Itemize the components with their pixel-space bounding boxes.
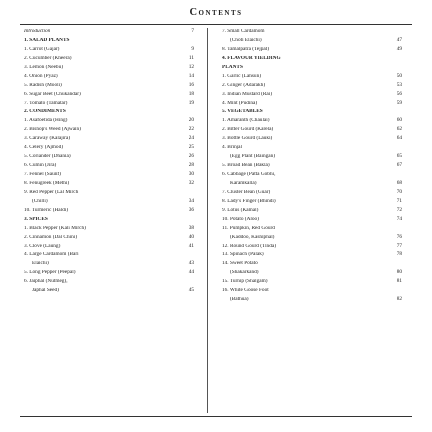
entry-page-number: 20 bbox=[188, 117, 194, 124]
section-heading bbox=[24, 217, 194, 222]
entry-page-number: 77 bbox=[396, 242, 402, 249]
entry-label: (Bathua) bbox=[230, 297, 249, 303]
toc-entry bbox=[222, 38, 402, 43]
toc-entry bbox=[222, 190, 402, 195]
toc-entry bbox=[222, 252, 402, 257]
entry-label: 7. Tomato (Tamatar) bbox=[24, 100, 68, 106]
entry-label: 4. Onion (Pyaz) bbox=[24, 73, 58, 79]
toc-entry bbox=[24, 181, 194, 186]
entry-label: 2. Bitter Gourd (Karela) bbox=[222, 127, 274, 133]
toc-entry bbox=[222, 29, 402, 34]
column-divider bbox=[207, 28, 208, 413]
toc-entry bbox=[222, 154, 402, 159]
toc-entry bbox=[24, 101, 194, 106]
entry-label: 3. Bottle Gourd (Lauki) bbox=[222, 136, 273, 142]
toc-entry bbox=[222, 279, 402, 284]
entry-page-number: 12 bbox=[188, 63, 194, 70]
entry-label: 11. Pumpkin, Red Gourd bbox=[222, 225, 275, 231]
entry-label: 4. Celery (Ajmod) bbox=[24, 145, 63, 151]
toc-entry bbox=[222, 127, 402, 132]
entry-label: 6. Cabbage (Patta Gobhi, bbox=[222, 172, 276, 177]
entry-page-number: 30 bbox=[188, 171, 194, 177]
toc-entry bbox=[24, 172, 194, 177]
entry-page-number: 16 bbox=[188, 81, 194, 88]
entry-page-number: 81 bbox=[396, 278, 402, 285]
entry-label: 15. Turnip (Shalgam) bbox=[222, 279, 268, 285]
entry-label: 8. Tamalpatra (Tejpat) bbox=[222, 46, 269, 52]
toc-entry bbox=[222, 92, 402, 97]
entry-page-number: 72 bbox=[396, 206, 402, 213]
entry-page-number: 38 bbox=[188, 224, 194, 231]
entry-page-number: 43 bbox=[188, 260, 194, 267]
toc-entry bbox=[24, 226, 194, 231]
entry-page-number: 41 bbox=[188, 242, 194, 249]
toc-entry bbox=[222, 74, 402, 79]
toc-entry bbox=[222, 261, 402, 266]
toc-entry bbox=[222, 136, 402, 141]
toc-entry bbox=[24, 163, 194, 168]
entry-page-number: 71 bbox=[396, 197, 402, 204]
toc-entry bbox=[24, 74, 194, 79]
entry-label: 9. Red Pepper (Lal Mirch bbox=[24, 189, 79, 195]
entry-label: 3. Caraway (Kalajira) bbox=[24, 136, 71, 142]
toc-entry bbox=[24, 244, 194, 249]
entry-label: PLANTS bbox=[222, 64, 243, 70]
entry-label: (Egg Plant (Baingan) bbox=[230, 154, 276, 160]
entry-page-number: 24 bbox=[188, 135, 194, 142]
entry-page-number: 7 bbox=[191, 28, 194, 34]
toc-entry bbox=[222, 83, 402, 88]
entry-label: 2. CONDIMENTS bbox=[24, 109, 66, 115]
toc-entry bbox=[222, 217, 402, 222]
entry-label: 3. SPICES bbox=[24, 216, 48, 222]
toc-entry bbox=[222, 288, 402, 293]
entry-label: 5. VEGETABLES bbox=[222, 109, 263, 115]
toc-entry bbox=[24, 47, 194, 52]
entry-label: Japhal Seed) bbox=[32, 288, 59, 294]
toc-entry bbox=[222, 181, 402, 186]
toc-entry bbox=[222, 172, 402, 177]
entry-page-number: 22 bbox=[188, 126, 194, 133]
entry-label: 7. Cluster Bean (Guar) bbox=[222, 189, 271, 195]
entry-page-number: 11 bbox=[188, 54, 194, 61]
entry-label: 10. Turmeric (Haldi) bbox=[24, 207, 68, 213]
entry-page-number: 80 bbox=[396, 269, 402, 276]
toc-entry bbox=[222, 199, 402, 204]
toc-entry bbox=[24, 288, 194, 293]
entry-page-number: 34 bbox=[188, 197, 194, 204]
section-heading bbox=[24, 38, 194, 43]
entry-label: 3. Indian Mustard (Rai) bbox=[222, 91, 273, 97]
toc-entry bbox=[222, 163, 402, 168]
entry-page-number: 68 bbox=[396, 179, 402, 186]
toc-entry bbox=[24, 208, 194, 213]
entry-label: (Choti Elaichi) bbox=[230, 37, 262, 43]
toc-entry bbox=[24, 118, 194, 123]
right-column bbox=[222, 29, 402, 306]
entry-label: 1. Amaranth (Chaulai) bbox=[222, 118, 270, 124]
entry-label: 2. Ginger (Adarakh) bbox=[222, 82, 266, 88]
entry-label: 1. SALAD PLANTS bbox=[24, 37, 70, 43]
toc-entry bbox=[24, 92, 194, 97]
entry-label: 4. Large Cardamom (Bari bbox=[24, 252, 79, 258]
toc-entry bbox=[24, 127, 194, 132]
entry-label: (Shakarkand) bbox=[230, 270, 259, 276]
entry-page-number: 60 bbox=[396, 117, 402, 124]
entry-label: 1. Asafoetida (Hing) bbox=[24, 118, 68, 124]
entry-page-number: 18 bbox=[188, 90, 194, 97]
entry-label: 9. Lotus (Kamal) bbox=[222, 207, 259, 213]
entry-label: 1. Black Pepper (Kali Mirch) bbox=[24, 225, 86, 231]
toc-entry bbox=[24, 190, 194, 195]
entry-label: 4. FLAVOUR YIELDING bbox=[222, 55, 281, 61]
toc-entry bbox=[24, 56, 194, 61]
toc-entry bbox=[24, 83, 194, 88]
entry-page-number: 65 bbox=[396, 153, 402, 160]
entry-label: 1. Garlic (Lahsun) bbox=[222, 73, 261, 79]
entry-label: 16. White Goose Foot bbox=[222, 288, 269, 294]
toc-entry bbox=[24, 270, 194, 275]
entry-page-number: 40 bbox=[188, 233, 194, 240]
toc-entry bbox=[24, 235, 194, 240]
entry-page-number: 49 bbox=[396, 45, 402, 52]
toc-entry bbox=[222, 270, 402, 275]
entry-label: 6. Cumin (Jira) bbox=[24, 163, 57, 169]
entry-label: (Chilli) bbox=[32, 198, 48, 204]
entry-page-number: 50 bbox=[396, 72, 402, 79]
left-column bbox=[24, 29, 194, 297]
entry-page-number: 62 bbox=[396, 126, 402, 133]
entry-page-number: 59 bbox=[396, 99, 402, 106]
toc-entry bbox=[222, 47, 402, 52]
entry-page-number: 53 bbox=[396, 81, 402, 88]
entry-label: 6. Jaiphal (Nutmeg), bbox=[24, 279, 68, 285]
entry-label: 14. Sweet Potato bbox=[222, 261, 258, 267]
toc-entry bbox=[222, 145, 402, 150]
entry-label: 13. Spinach (Palak) bbox=[222, 252, 264, 258]
toc-entry bbox=[24, 199, 194, 204]
entry-page-number: 28 bbox=[188, 162, 194, 169]
toc-entry bbox=[24, 136, 194, 141]
section-heading bbox=[222, 65, 402, 70]
entry-page-number: 45 bbox=[188, 287, 194, 294]
toc-entry bbox=[222, 101, 402, 106]
entry-label: 5. Radish (Mooli) bbox=[24, 82, 62, 88]
entry-page-number: 44 bbox=[188, 269, 194, 276]
entry-label: 4. Brinjal bbox=[222, 145, 243, 151]
toc-entry bbox=[222, 118, 402, 123]
entry-label: Elaichi) bbox=[32, 261, 49, 267]
page-title: Contents bbox=[189, 7, 243, 18]
entry-label: 7. Fennel (Saunf) bbox=[24, 172, 61, 177]
section-heading bbox=[222, 109, 402, 114]
entry-label: 12. Round Gourd (Tinda) bbox=[222, 243, 276, 249]
entry-page-number: 36 bbox=[188, 206, 194, 213]
section-heading bbox=[24, 109, 194, 114]
entry-label: 2. Bishop's Weed (Ajwain) bbox=[24, 127, 81, 133]
entry-page-number: 47 bbox=[396, 36, 402, 43]
entry-page-number: 70 bbox=[396, 188, 402, 195]
entry-label: 2. Cinnamon (Dal Chini) bbox=[24, 234, 77, 240]
entry-page-number: 26 bbox=[188, 153, 194, 160]
entry-label: 3. Clove (Laung) bbox=[24, 243, 61, 249]
toc-entry bbox=[24, 145, 194, 150]
entry-page-number: 82 bbox=[396, 296, 402, 303]
entry-label: 4. Mint (Pudina) bbox=[222, 100, 258, 106]
entry-label: 8. Fenugreek (Methi) bbox=[24, 180, 70, 186]
entry-label: 5. Broad Bean (Bakla) bbox=[222, 163, 270, 169]
toc-entry bbox=[24, 154, 194, 159]
entry-page-number: 78 bbox=[396, 251, 402, 258]
toc-entry bbox=[222, 235, 402, 240]
toc-entry bbox=[24, 252, 194, 257]
top-rule bbox=[20, 24, 412, 25]
entry-label: Karamkalla) bbox=[230, 180, 257, 186]
entry-label: (Kaddoo, Kashiphal) bbox=[230, 234, 275, 240]
entry-page-number: 25 bbox=[188, 144, 194, 151]
entry-page-number: 32 bbox=[188, 179, 194, 186]
entry-page-number: 67 bbox=[396, 162, 402, 169]
entry-label: 3. Lemon (Neebu) bbox=[24, 64, 63, 70]
entry-page-number: 56 bbox=[396, 90, 402, 97]
section-heading bbox=[222, 56, 402, 61]
entry-page-number: 76 bbox=[396, 233, 402, 240]
toc-entry bbox=[24, 65, 194, 70]
entry-label: 2. Cucumber (Kheera) bbox=[24, 55, 72, 61]
toc-entry bbox=[222, 297, 402, 302]
toc-entry bbox=[222, 226, 402, 231]
entry-label: 10. Potato (Aloo) bbox=[222, 216, 259, 222]
entry-label: 8. Lady's Finger (Bhindi) bbox=[222, 198, 276, 204]
entry-page-number: 19 bbox=[188, 99, 194, 106]
entry-label: 5. Long Pepper (Peepal) bbox=[24, 270, 76, 276]
bottom-rule bbox=[20, 416, 412, 417]
toc-entry bbox=[222, 208, 402, 213]
entry-label: 1. Carrot (Gajar) bbox=[24, 46, 60, 52]
entry-page-number: 9 bbox=[191, 45, 194, 52]
entry-page-number: 74 bbox=[396, 215, 402, 222]
entry-label: Introduction bbox=[24, 29, 51, 34]
toc-entry bbox=[24, 279, 194, 284]
entry-page-number: 64 bbox=[396, 135, 402, 142]
entry-label: 7. Small Cardamom bbox=[222, 29, 265, 34]
entry-label: 5. Coriander (Dhania) bbox=[24, 154, 71, 160]
toc-entry bbox=[24, 261, 194, 266]
entry-page-number: 14 bbox=[188, 72, 194, 79]
toc-entry bbox=[24, 29, 194, 34]
entry-label: 6. Sugar Beet (Chukandar) bbox=[24, 91, 81, 97]
toc-entry bbox=[222, 244, 402, 249]
